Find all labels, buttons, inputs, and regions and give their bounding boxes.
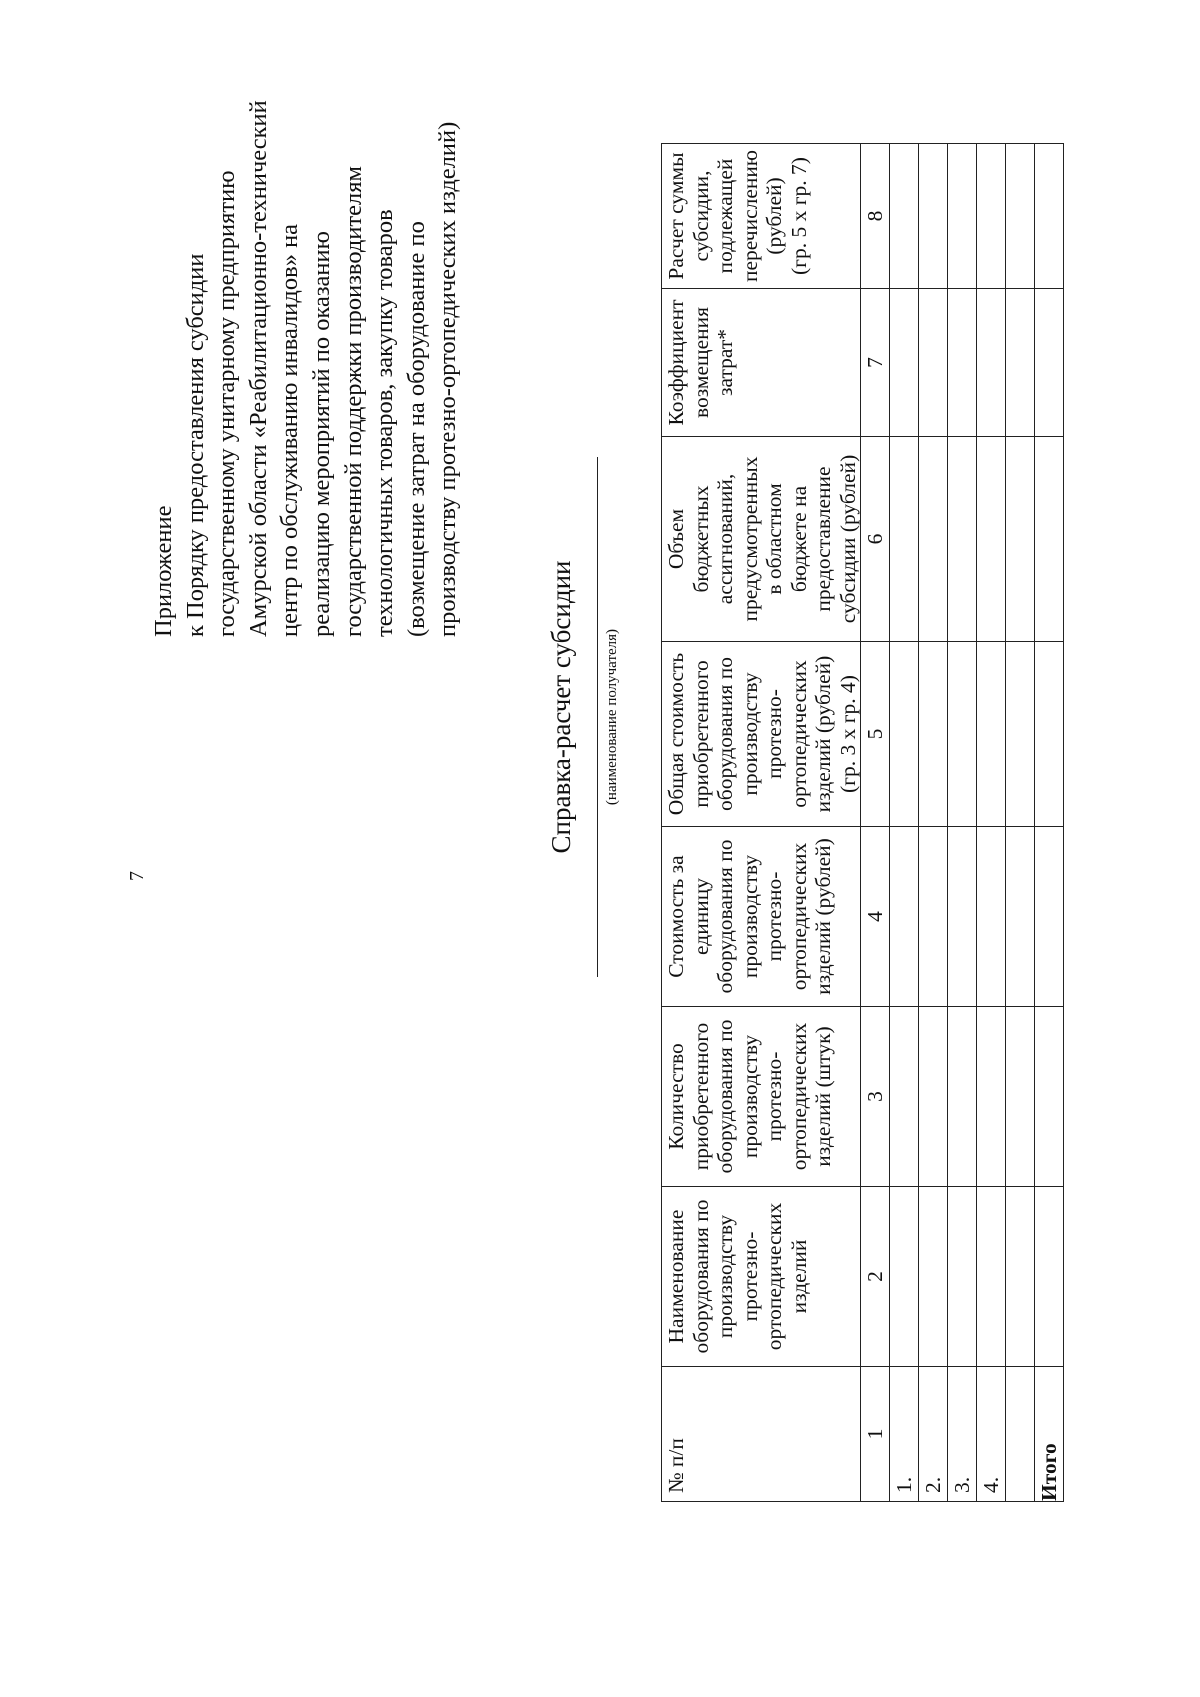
total-cell[interactable] [1035,289,1064,437]
table-cell[interactable] [948,437,977,642]
header-text-line: единицу [688,878,713,955]
total-cell[interactable] [1035,1007,1064,1187]
header-text-line: предусмотренных [737,456,762,622]
header-text-line: изделий (штук) [811,1026,835,1167]
appendix-line: Приложение [150,505,177,637]
total-label: Итого [1035,1367,1064,1502]
table-cell[interactable] [919,437,948,642]
table-cell[interactable] [890,1187,919,1367]
page-number: 7 [126,871,148,881]
total-cell[interactable] [1035,1187,1064,1367]
column-number: 2 [861,1187,890,1367]
table-cell[interactable] [948,1007,977,1187]
appendix-block [148,77,464,637]
header-text-line: ортопедических [762,1202,786,1351]
header-text-line: производству [737,672,762,796]
header-text-line: перечислению [737,150,762,283]
total-cell[interactable] [1035,642,1064,827]
row-number [1006,1367,1035,1502]
header-text-line: производству [713,1214,737,1339]
header-text-line: ассигнований, [713,473,737,605]
subsidy-calculation-table [661,143,1064,1502]
header-cell [662,1187,861,1367]
table-row [919,144,948,1502]
header-text-line: оборудования по [713,1019,737,1174]
header-text-line: возмещения [688,306,713,419]
table-cell[interactable] [977,1007,1006,1187]
header-text-line: Объем [664,508,688,570]
table-cell[interactable] [948,827,977,1007]
header-text-line: Наименование [664,1209,688,1344]
row-number: 1. [890,1367,919,1502]
header-text-line: Количество [664,1043,688,1150]
header-text-line: ортопедических [786,842,811,991]
header-text-line: предоставление [811,466,835,612]
header-text-line: производству [737,1034,762,1159]
header-cell [662,1367,861,1502]
table-cell[interactable] [1006,642,1035,827]
table-cell[interactable] [919,1007,948,1187]
header-text-line: бюджете на [786,485,811,593]
recipient-caption: (наименование получателя) [604,628,620,806]
appendix-line: к Порядку предоставления субсидии [181,253,209,637]
total-cell[interactable] [1035,144,1064,289]
appendix-line: центр по обслуживанию инвалидов» на [276,223,304,637]
header-text-line: изделий (рублей) [811,838,835,995]
table-row [948,144,977,1502]
table-cell[interactable] [977,437,1006,642]
header-text-line: протезно- [762,871,786,962]
table-cell[interactable] [890,437,919,642]
column-number: 3 [861,1007,890,1187]
table-cell[interactable] [890,289,919,437]
row-number: 3. [948,1367,977,1502]
total-cell[interactable] [1035,437,1064,642]
table-row [977,144,1006,1502]
total-row [1035,144,1064,1502]
column-number: 1 [861,1367,890,1502]
header-cell [662,1007,861,1187]
table-cell[interactable] [948,144,977,289]
table-cell[interactable] [1006,289,1035,437]
appendix-line: технологичных товаров, закупку товаров [371,209,399,637]
header-cell [662,642,861,827]
recipient-name-line[interactable] [597,457,598,977]
header-text-line: изделий (рублей) [811,655,835,813]
header-text-line: № п/п [664,1438,688,1493]
table-cell[interactable] [890,144,919,289]
appendix-line: реализацию мероприятий по оказанию [307,231,335,637]
table-cell[interactable] [919,289,948,437]
header-text-line: изделий [786,1239,811,1314]
header-text-line: ортопедических [786,1022,811,1171]
table-cell[interactable] [1006,827,1035,1007]
appendix-line: государственной поддержки производителям [339,165,367,637]
header-text-line: затрат* [713,328,737,397]
header-text-line: протезно- [762,689,786,779]
table-cell[interactable] [977,827,1006,1007]
header-text-line: протезно- [737,1231,762,1322]
column-number-row [861,144,890,1502]
table-cell[interactable] [948,642,977,827]
header-text-line: приобретенного [688,660,713,808]
header-text-line: оборудования по [713,657,737,811]
header-text-line: Расчет суммы [664,152,688,280]
header-text-line: подлежащей [713,158,737,274]
table-cell[interactable] [919,1187,948,1367]
header-text-line: оборудования по [688,1199,713,1354]
table-cell[interactable] [977,289,1006,437]
appendix-line: производству протезно-ортопедических изделий) [434,121,462,637]
header-row [662,144,861,1502]
header-text-line: производству [737,854,762,979]
header-text-line: приобретенного [688,1022,713,1171]
table-cell[interactable] [890,642,919,827]
table-cell[interactable] [919,642,948,827]
header-text-line: (гр. 3 х гр. 4) [835,675,860,793]
header-text-line: субсидии, [688,170,713,262]
table-cell[interactable] [1006,437,1035,642]
table-row [890,144,919,1502]
header-cell [662,144,861,289]
header-text-line: Общая стоимость [664,652,688,816]
appendix-line: государственному унитарному предприятию [213,170,241,637]
table-cell[interactable] [1006,1187,1035,1367]
header-text-line: оборудования по [713,839,737,994]
table-cell[interactable] [948,289,977,437]
column-number: 7 [861,289,890,437]
table-cell[interactable] [890,827,919,1007]
header-text-line: Стоимость за [664,855,688,978]
header-text-line: бюджетных [688,485,713,593]
table-cell[interactable] [948,1187,977,1367]
table-cell[interactable] [919,827,948,1007]
table-row [1006,144,1035,1502]
header-cell [662,289,861,437]
table-cell[interactable] [977,642,1006,827]
header-text-line: субсидии (рублей) [835,454,860,624]
header-cell [662,437,861,642]
table-cell[interactable] [890,1007,919,1187]
header-text-line: ортопедических [786,660,811,808]
table-cell[interactable] [977,1187,1006,1367]
column-number: 6 [861,437,890,642]
row-number: 4. [977,1367,1006,1502]
header-text-line: (гр. 5 х гр. 7) [786,157,811,275]
total-cell[interactable] [1035,827,1064,1007]
table-cell[interactable] [1006,1007,1035,1187]
header-cell [662,827,861,1007]
header-text-line: в областном [762,483,786,595]
table-cell[interactable] [919,144,948,289]
appendix-line: (возмещение затрат на оборудование по [402,221,430,637]
column-number: 8 [861,144,890,289]
table-cell[interactable] [1006,144,1035,289]
column-number: 5 [861,642,890,827]
header-text-line: (рублей) [762,177,786,255]
table-cell[interactable] [977,144,1006,289]
form-title: Справка-расчет субсидии [546,560,576,854]
header-text-line: протезно- [762,1051,786,1142]
column-number: 4 [861,827,890,1007]
row-number: 2. [919,1367,948,1502]
appendix-line: Амурской области «Реабилитационно-технический [244,100,272,637]
header-text-line: Коэффициент [664,299,688,426]
